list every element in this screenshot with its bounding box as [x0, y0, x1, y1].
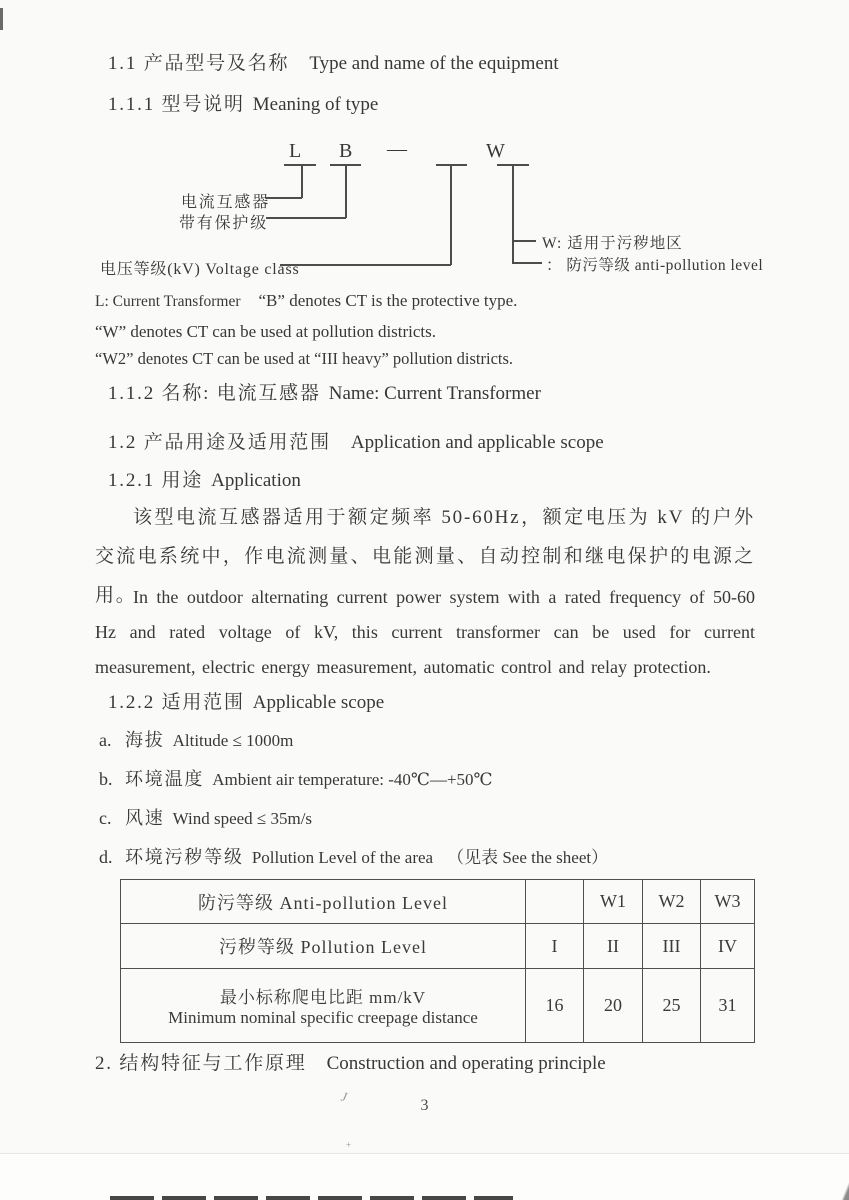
table-cell: 25: [643, 969, 701, 1043]
table-row-creepage-distance: [121, 969, 755, 1043]
table-label-cell: 污秽等级 Pollution Level: [121, 924, 526, 969]
connector-w-meaning: [512, 240, 536, 242]
heading-1-1-2-zh: 1.1.2 名称: 电流互感器: [108, 383, 321, 404]
connector-w-vertical: [512, 164, 514, 263]
heading-2-zh: 2. 结构特征与工作原理: [95, 1053, 307, 1074]
application-paragraph-en: In the outdoor alternating current power system with a rated frequency of 50-60 Hz and rated voltage of kV, this current transformer can be used for current measurement, electric energy measurement, automatic control and relay protection.: [95, 587, 755, 677]
note-w: “W” denotes CT can be used at pollution districts.: [95, 322, 437, 341]
table-cell: W3: [701, 880, 755, 924]
heading-1-2-1-zh: 1.2.1 用途: [108, 470, 204, 491]
page-number: 3: [420, 1097, 429, 1114]
connector-current-transformer: [266, 197, 302, 199]
application-paragraph-zh: 该型电流互感器适用于额定频率 50-60Hz，额定电压为 kV 的户外交流电系统中，作电流测量、电能测量、自动控制和继电保护的电源之用。: [95, 507, 755, 606]
connector-voltage-class: [280, 264, 451, 266]
scope-item-zh: 环境温度: [125, 769, 205, 789]
label-current-transformer: 电流互感器: [181, 194, 271, 211]
scope-item-pollution-level: [99, 843, 608, 869]
creepage-label-en: Minimum nominal specific creepage distance: [168, 1008, 478, 1027]
scope-item-altitude: [99, 726, 293, 752]
scope-item-wind-speed: [99, 804, 312, 830]
heading-1-2-zh: 1.2 产品用途及适用范围: [108, 432, 331, 453]
heading-1-2: [108, 427, 604, 454]
scope-item-zh: 海拔: [125, 730, 165, 750]
connector-protective-class: [266, 217, 346, 219]
scope-item-note: （见表 See the sheet）: [447, 848, 609, 867]
connector-b-vertical: [345, 164, 347, 218]
note-w2: “W2” denotes CT can be used at “III heavy” pollution districts.: [95, 349, 514, 368]
label-protective-class: 带有保护级: [179, 215, 269, 232]
heading-1-2-2: [108, 687, 384, 714]
connector-l-vertical: [301, 164, 303, 198]
heading-1-1-1-zh: 1.1.1 型号说明: [108, 94, 245, 115]
heading-1-1-2: [108, 378, 541, 405]
scope-item-marker: a.: [99, 730, 112, 750]
table-label-cell: [121, 969, 526, 1043]
table-row-anti-pollution: [121, 880, 755, 924]
pencil-mark-artifact: J: [339, 1088, 349, 1105]
heading-1-1-2-en: Name: Current Transformer: [328, 383, 541, 404]
scan-edge-mark: [0, 8, 3, 30]
heading-1-2-en: Application and applicable scope: [350, 432, 604, 453]
heading-2-en: Construction and operating principle: [326, 1053, 606, 1074]
diagram-dash: —: [387, 138, 407, 160]
scope-item-en: Pollution Level of the area: [251, 848, 434, 867]
diagram-letter-w: W: [486, 140, 505, 162]
connector-voltage-vertical: [450, 164, 452, 265]
label-voltage-class: 电压等级(kV) Voltage class: [100, 261, 300, 278]
heading-1-1-1-en: Meaning of type: [252, 94, 379, 115]
table-cell: W2: [643, 880, 701, 924]
note-l-abbr: L: Current Transformer: [95, 293, 241, 310]
heading-2: [95, 1048, 606, 1075]
table-cell: II: [584, 924, 643, 969]
scope-item-temperature: [99, 765, 493, 791]
heading-1-2-1-en: Application: [211, 470, 301, 491]
scope-item-marker: b.: [99, 769, 113, 789]
heading-1-1: [108, 48, 559, 75]
heading-1-2-2-en: Applicable scope: [252, 692, 385, 713]
table-cell: W1: [584, 880, 643, 924]
heading-1-1-en: Type and name of the equipment: [309, 53, 559, 74]
heading-1-2-2-zh: 1.2.2 适用范围: [108, 692, 245, 713]
scan-corner-shadow: [842, 1183, 849, 1200]
diagram-letter-l: L: [289, 140, 302, 162]
note-line-1: [95, 291, 517, 311]
table-cell: 31: [701, 969, 755, 1043]
scope-item-en: Wind speed ≤ 35m/s: [172, 809, 313, 828]
note-b: “B” denotes CT is the protective type.: [258, 291, 518, 310]
scope-item-marker: c.: [99, 808, 112, 828]
underline-voltage-slot: [436, 164, 467, 166]
table-row-pollution-level: [121, 924, 755, 969]
scope-item-zh: 风速: [125, 808, 165, 828]
scope-item-en: Altitude ≤ 1000m: [172, 731, 294, 750]
table-cell: [526, 880, 584, 924]
heading-1-2-1: [108, 465, 301, 492]
label-w-meaning: W: 适用于污秽地区: [542, 235, 683, 252]
connector-anti-pollution: [512, 262, 542, 264]
table-cell: IV: [701, 924, 755, 969]
scope-item-en: Ambient air temperature: -40℃—+50℃: [212, 770, 493, 789]
table-cell: III: [643, 924, 701, 969]
table-label-cell: 防污等级 Anti-pollution Level: [121, 880, 526, 924]
heading-1-1-zh: 1.1 产品型号及名称: [108, 53, 290, 74]
diagram-letter-b: B: [339, 140, 353, 162]
pollution-level-table: [120, 879, 755, 1043]
heading-1-1-1: [108, 89, 378, 116]
table-cell: 20: [584, 969, 643, 1043]
table-cell: 16: [526, 969, 584, 1043]
scan-bottom-band: [0, 1154, 849, 1200]
scope-item-zh: 环境污秽等级: [125, 847, 244, 867]
table-cell: I: [526, 924, 584, 969]
scan-plus-artifact: +: [346, 1140, 352, 1150]
scope-item-marker: d.: [99, 847, 113, 867]
creepage-label-zh: 最小标称爬电比距 mm/kV: [219, 988, 427, 1007]
underline-l: [284, 164, 316, 166]
label-anti-pollution-level: ： 防污等级 anti-pollution level: [546, 257, 764, 274]
next-page-edge-dashes: [110, 1196, 513, 1200]
